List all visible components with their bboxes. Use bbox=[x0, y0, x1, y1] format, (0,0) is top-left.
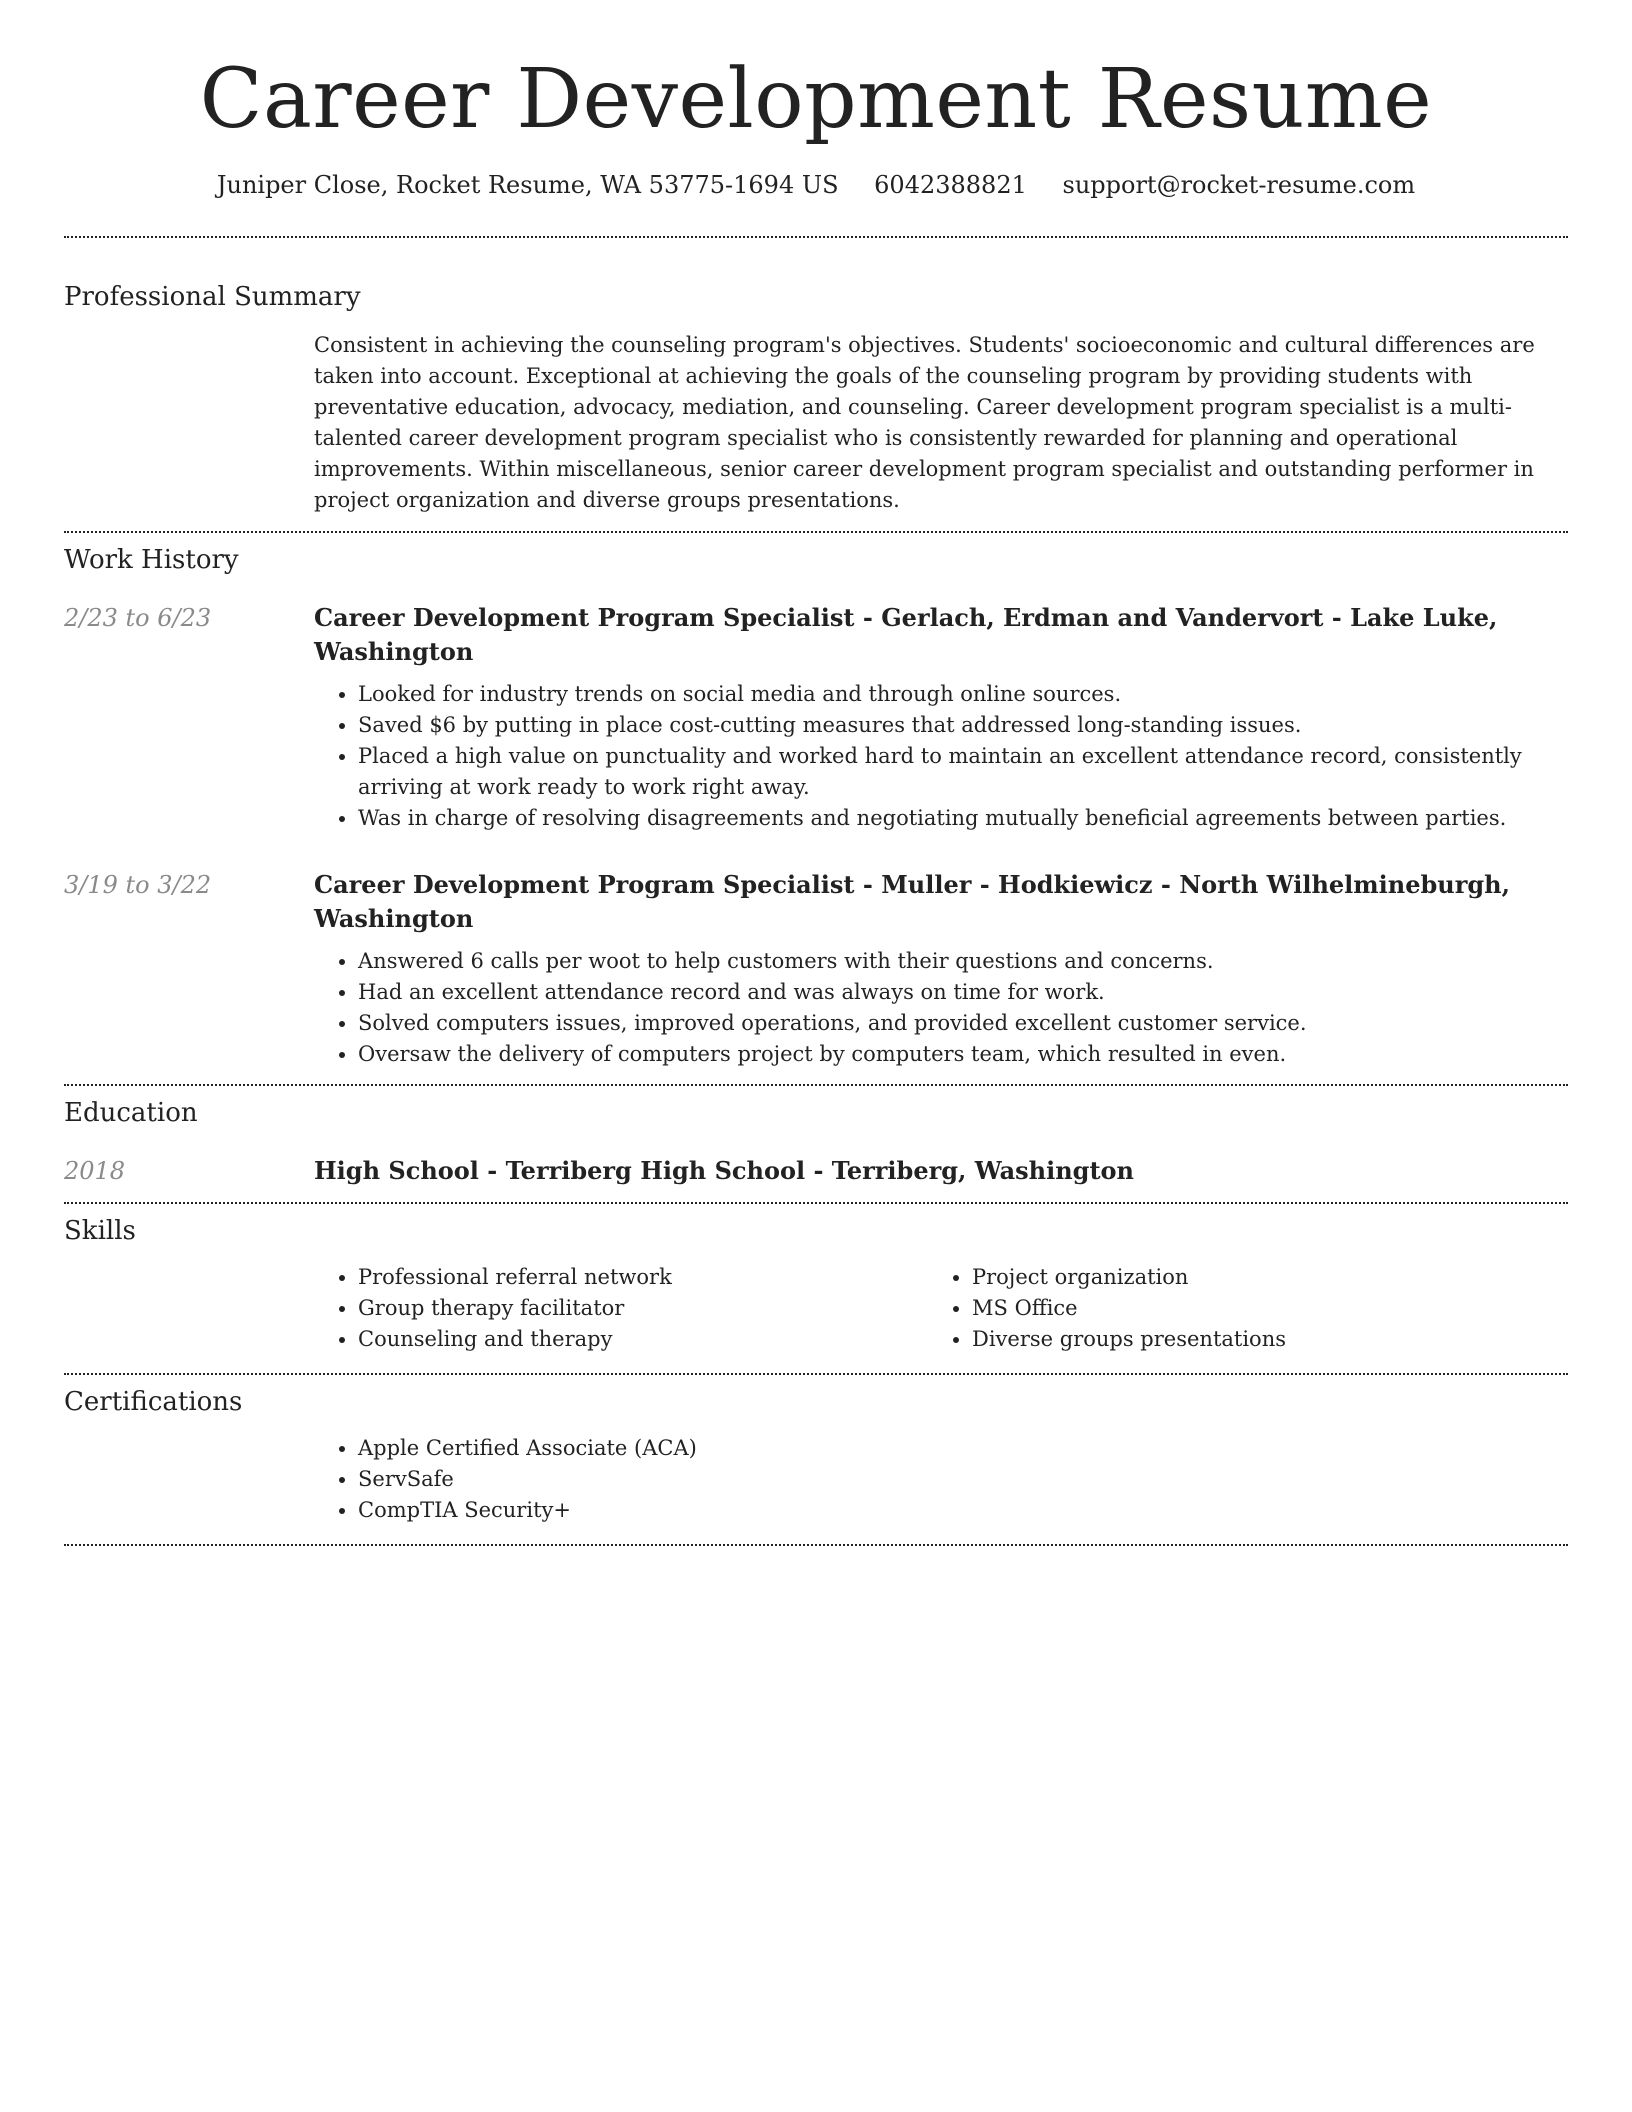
skill-item: • Counseling and therapy bbox=[358, 1324, 928, 1355]
education-entry bbox=[64, 1154, 1568, 1188]
education-title: Education bbox=[64, 1098, 198, 1128]
job-2-details bbox=[314, 868, 1568, 1070]
job-1-details bbox=[314, 601, 1568, 834]
work-section bbox=[64, 533, 1568, 1070]
certification-item: • ServSafe bbox=[358, 1464, 1568, 1495]
skills-list-2 bbox=[928, 1262, 1542, 1355]
education-section bbox=[64, 1086, 1568, 1188]
job-1-bullet: • Saved $6 by putting in place cost-cutting measures that addressed long-standing issues. bbox=[358, 710, 1568, 741]
summary-text: Consistent in achieving the counseling program's objectives. Students' socioeconomic and cultural differences are taken into account. Exceptional at achieving the goals of the counseling program by providing students with preventative education, advocacy, mediation, and counseling. Career development program specialist is a multi-talented career development program specialist who is consistently rewarded for planning and operational improvements. Within miscellaneous, senior career development program specialist and outstanding performer in project organization and diverse groups presentations. bbox=[314, 333, 1535, 512]
certifications-list bbox=[314, 1433, 1568, 1526]
job-2-dates: 3/19 to 3/22 bbox=[64, 871, 212, 899]
job-1-bullet: • Placed a high value on punctuality and worked hard to maintain an excellent attendance record, consistently arriving at work ready to work right away. bbox=[358, 741, 1568, 803]
summary-row bbox=[64, 330, 1568, 516]
certifications-section bbox=[64, 1375, 1568, 1526]
contact-address: Juniper Close, Rocket Resume, WA 53775-1694 US bbox=[216, 171, 839, 199]
skills-grid bbox=[314, 1262, 1568, 1355]
job-2-bullets bbox=[314, 946, 1568, 1070]
education-heading: High School - Terriberg High School - Terriberg, Washington bbox=[314, 1156, 1135, 1185]
certifications-row bbox=[64, 1433, 1568, 1526]
job-1-bullet: • Was in charge of resolving disagreements and negotiating mutually beneficial agreements between parties. bbox=[358, 803, 1568, 834]
job-1-bullets bbox=[314, 679, 1568, 834]
job-2-heading: Career Development Program Specialist - Muller - Hodkiewicz - North Wilhelmineburgh, Washington bbox=[314, 870, 1510, 933]
skill-item: • Diverse groups presentations bbox=[972, 1324, 1542, 1355]
skills-list-1 bbox=[314, 1262, 928, 1355]
summary-title: Professional Summary bbox=[64, 282, 361, 312]
skills-row bbox=[64, 1262, 1568, 1355]
work-title: Work History bbox=[64, 545, 239, 575]
resume-name: Career Development Resume bbox=[199, 52, 1433, 147]
skill-item: • Group therapy facilitator bbox=[358, 1293, 928, 1324]
certifications-right-col bbox=[314, 1433, 1568, 1526]
job-2-bullet: • Answered 6 calls per woot to help customers with their questions and concerns. bbox=[358, 946, 1568, 977]
contact-line bbox=[64, 168, 1568, 202]
certifications-divider bbox=[64, 1544, 1568, 1546]
certification-item: • Apple Certified Associate (ACA) bbox=[358, 1433, 1568, 1464]
contact-email: support@rocket-resume.com bbox=[1062, 171, 1416, 199]
education-year: 2018 bbox=[64, 1157, 126, 1185]
skills-column-1 bbox=[314, 1262, 928, 1355]
skills-column-2 bbox=[928, 1262, 1542, 1355]
education-details bbox=[314, 1154, 1568, 1188]
skill-item: • Project organization bbox=[972, 1262, 1542, 1293]
job-entry-2 bbox=[64, 868, 1568, 1070]
skills-title: Skills bbox=[64, 1216, 136, 1246]
skill-item: • Professional referral network bbox=[358, 1262, 928, 1293]
job-2-bullet: • Solved computers issues, improved operations, and provided excellent customer service. bbox=[358, 1008, 1568, 1039]
skills-section bbox=[64, 1204, 1568, 1355]
job-2-bullet: • Oversaw the delivery of computers project by computers team, which resulted in even. bbox=[358, 1039, 1568, 1070]
summary-section bbox=[64, 238, 1568, 516]
job-2-bullet: • Had an excellent attendance record and was always on time for work. bbox=[358, 977, 1568, 1008]
job-1-bullet: • Looked for industry trends on social media and through online sources. bbox=[358, 679, 1568, 710]
resume-header bbox=[64, 0, 1568, 202]
certifications-title: Certifications bbox=[64, 1387, 243, 1417]
job-1-dates: 2/23 to 6/23 bbox=[64, 604, 212, 632]
skill-item: • MS Office bbox=[972, 1293, 1542, 1324]
certification-item: • CompTIA Security+ bbox=[358, 1495, 1568, 1526]
contact-phone: 6042388821 bbox=[874, 171, 1027, 199]
job-entry-1 bbox=[64, 601, 1568, 834]
summary-right-col bbox=[314, 330, 1568, 516]
job-1-heading: Career Development Program Specialist - Gerlach, Erdman and Vandervort - Lake Luke, Washington bbox=[314, 603, 1498, 666]
